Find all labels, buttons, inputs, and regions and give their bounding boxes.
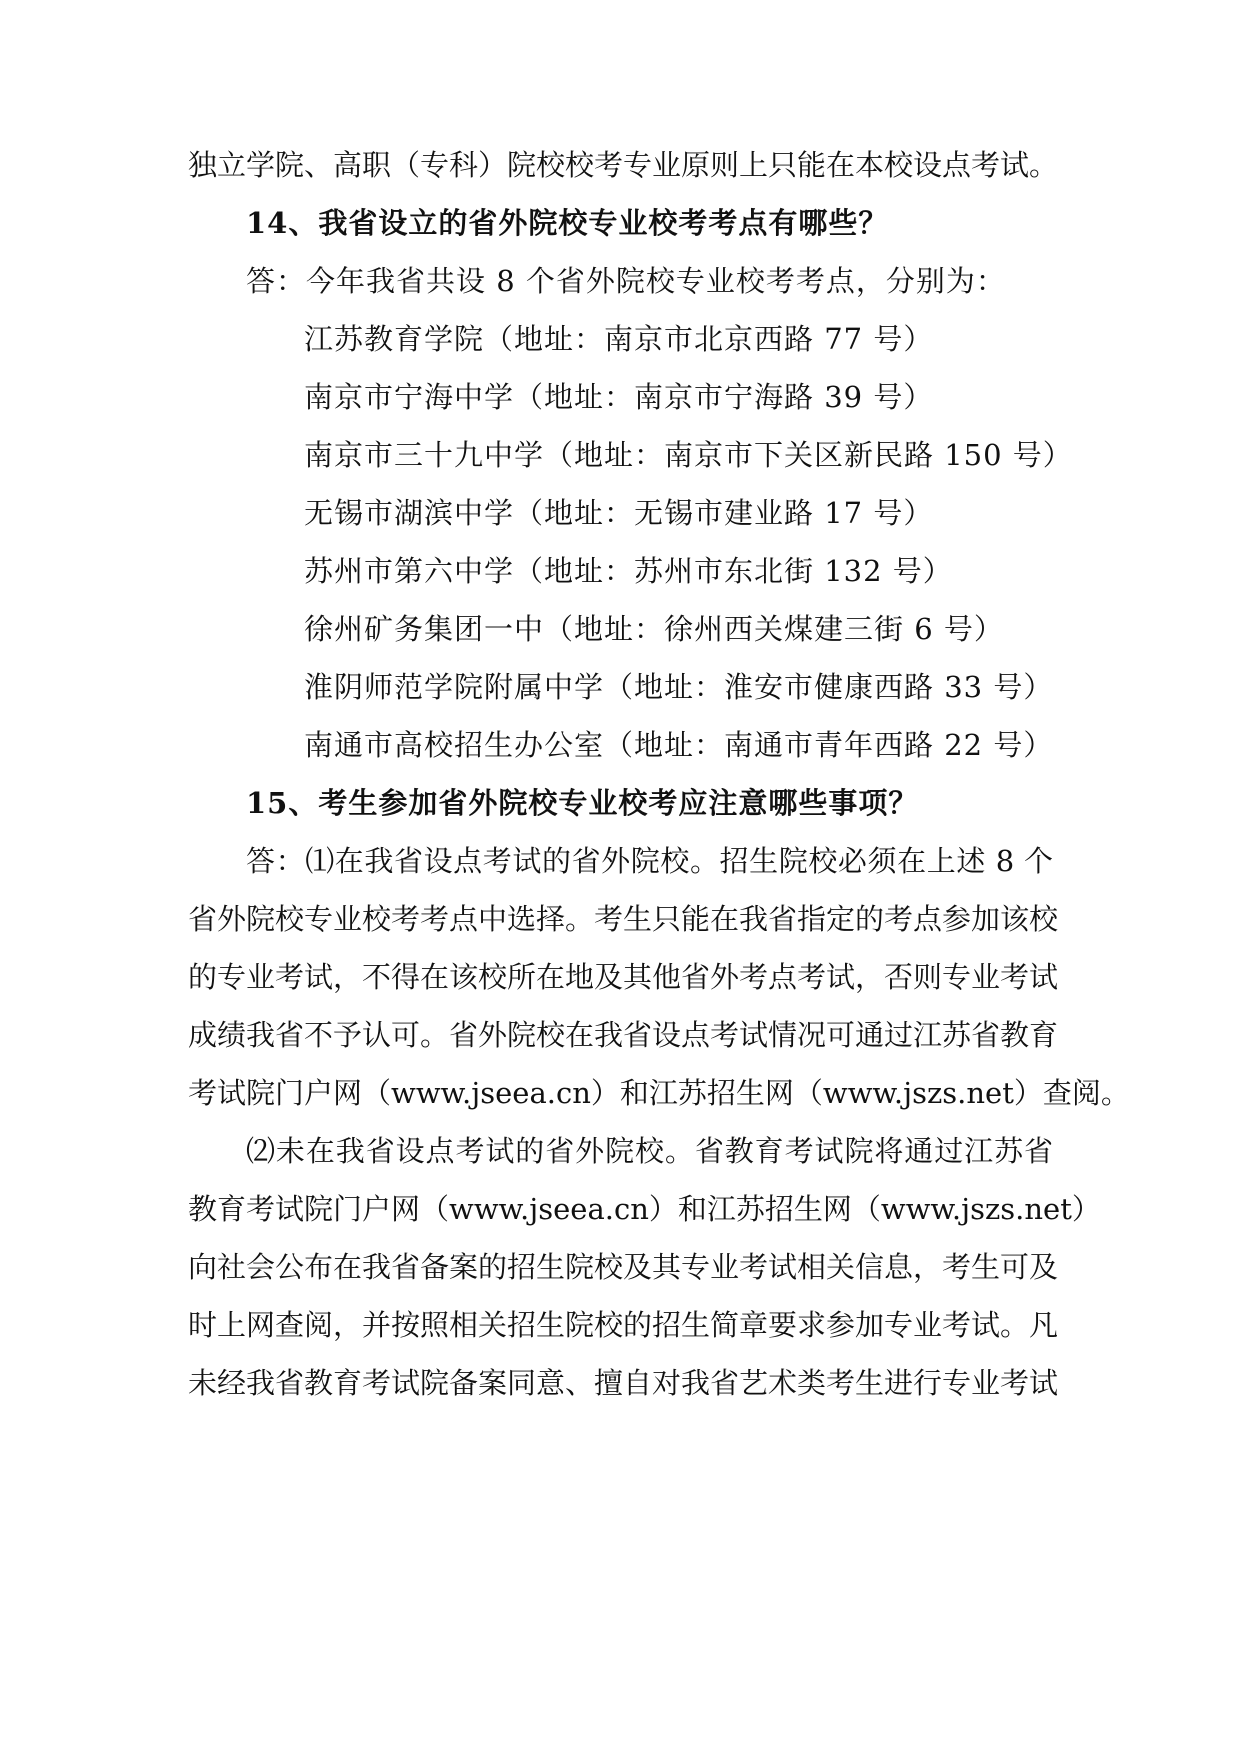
paragraph-line: ⑵未在我省设点考试的省外院校。省教育考试院将通过江苏省	[246, 1134, 1053, 1168]
paragraph-line: 未经我省教育考试院备案同意、擅自对我省艺术类考生进行专业考试	[188, 1366, 1059, 1400]
paragraph-line: 独立学院、高职（专科）院校校考专业原则上只能在本校设点考试。	[188, 148, 1059, 182]
paragraph-line: 省外院校专业校考考点中选择。考生只能在我省指定的考点参加该校	[188, 902, 1059, 936]
question-heading-14: 14、我省设立的省外院校专业校考考点有哪些？	[246, 206, 889, 240]
paragraph-line: 成绩我省不予认可。省外院校在我省设点考试情况可通过江苏省教育	[188, 1018, 1059, 1052]
exam-site-item: 南京市宁海中学（地址：南京市宁海路 39 号）	[304, 380, 934, 414]
exam-site-item: 南通市高校招生办公室（地址：南通市青年西路 22 号）	[304, 728, 1054, 762]
paragraph-line: 时上网查阅，并按照相关招生院校的招生简章要求参加专业考试。凡	[188, 1308, 1059, 1342]
answer-line: 答：今年我省共设 8 个省外院校专业校考考点，分别为：	[246, 264, 1006, 298]
exam-site-item: 苏州市第六中学（地址：苏州市东北街 132 号）	[304, 554, 953, 588]
exam-site-item: 江苏教育学院（地址：南京市北京西路 77 号）	[304, 322, 934, 356]
paragraph-line: 的专业考试，不得在该校所在地及其他省外考点考试，否则专业考试	[188, 960, 1059, 994]
question-heading-15: 15、考生参加省外院校专业校考应注意哪些事项？	[246, 786, 919, 820]
exam-site-item: 南京市三十九中学（地址：南京市下关区新民路 150 号）	[304, 438, 1073, 472]
paragraph-line: 教育考试院门户网（www.jseea.cn）和江苏招生网（www.jszs.net）	[188, 1192, 1101, 1226]
answer-line: 答：⑴在我省设点考试的省外院校。招生院校必须在上述 8 个	[246, 844, 1053, 878]
exam-site-item: 徐州矿务集团一中（地址：徐州西关煤建三街 6 号）	[304, 612, 1004, 646]
exam-site-item: 淮阴师范学院附属中学（地址：淮安市健康西路 33 号）	[304, 670, 1054, 704]
exam-site-item: 无锡市湖滨中学（地址：无锡市建业路 17 号）	[304, 496, 934, 530]
paragraph-line: 向社会公布在我省备案的招生院校及其专业考试相关信息，考生可及	[188, 1250, 1059, 1284]
paragraph-line: 考试院门户网（www.jseea.cn）和江苏招生网（www.jszs.net）查阅。	[188, 1076, 1130, 1110]
